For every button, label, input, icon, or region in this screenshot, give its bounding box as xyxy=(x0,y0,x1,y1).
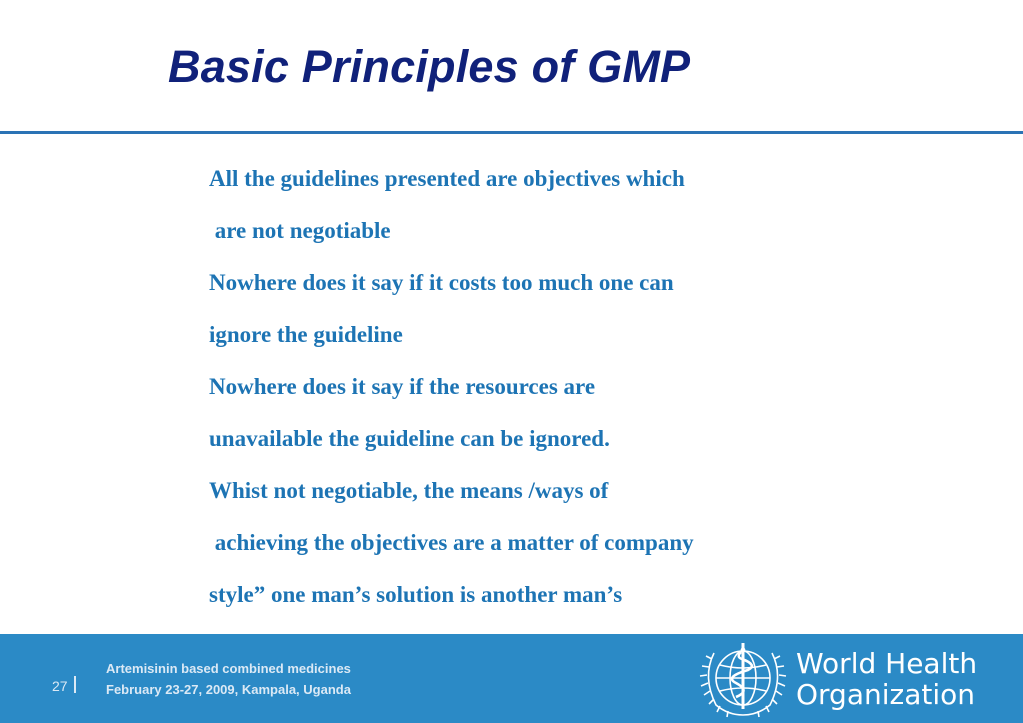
body-line: are not negotiable xyxy=(209,218,391,243)
page-number: 27 xyxy=(52,678,68,694)
who-emblem-icon xyxy=(696,637,790,719)
title-divider xyxy=(0,131,1023,134)
page-number-separator xyxy=(74,676,76,693)
slide-title: Basic Principles of GMP xyxy=(168,41,691,92)
body-line: Whist not negotiable, the means /ways of xyxy=(209,478,609,503)
body-line: achieving the objectives are a matter of company xyxy=(209,530,694,555)
footer-event-date: February 23-27, 2009, Kampala, Uganda xyxy=(106,682,351,697)
body-line: unavailable the guideline can be ignored. xyxy=(209,426,610,451)
body-line: Nowhere does it say if the resources are xyxy=(209,374,596,399)
footer-bar xyxy=(0,634,1023,723)
who-logo xyxy=(696,637,996,719)
body-line: ignore the guideline xyxy=(209,322,403,347)
body-line: style” one man’s solution is another man’s xyxy=(209,582,623,607)
slide-body xyxy=(209,164,694,632)
body-line: All the guidelines presented are objectives which xyxy=(209,166,685,191)
who-name-line2: Organization xyxy=(796,678,976,711)
footer-event-title: Artemisinin based combined medicines xyxy=(106,661,351,676)
who-name-line1: World Health xyxy=(796,647,978,680)
body-line: Nowhere does it say if it costs too much one can xyxy=(209,270,674,295)
